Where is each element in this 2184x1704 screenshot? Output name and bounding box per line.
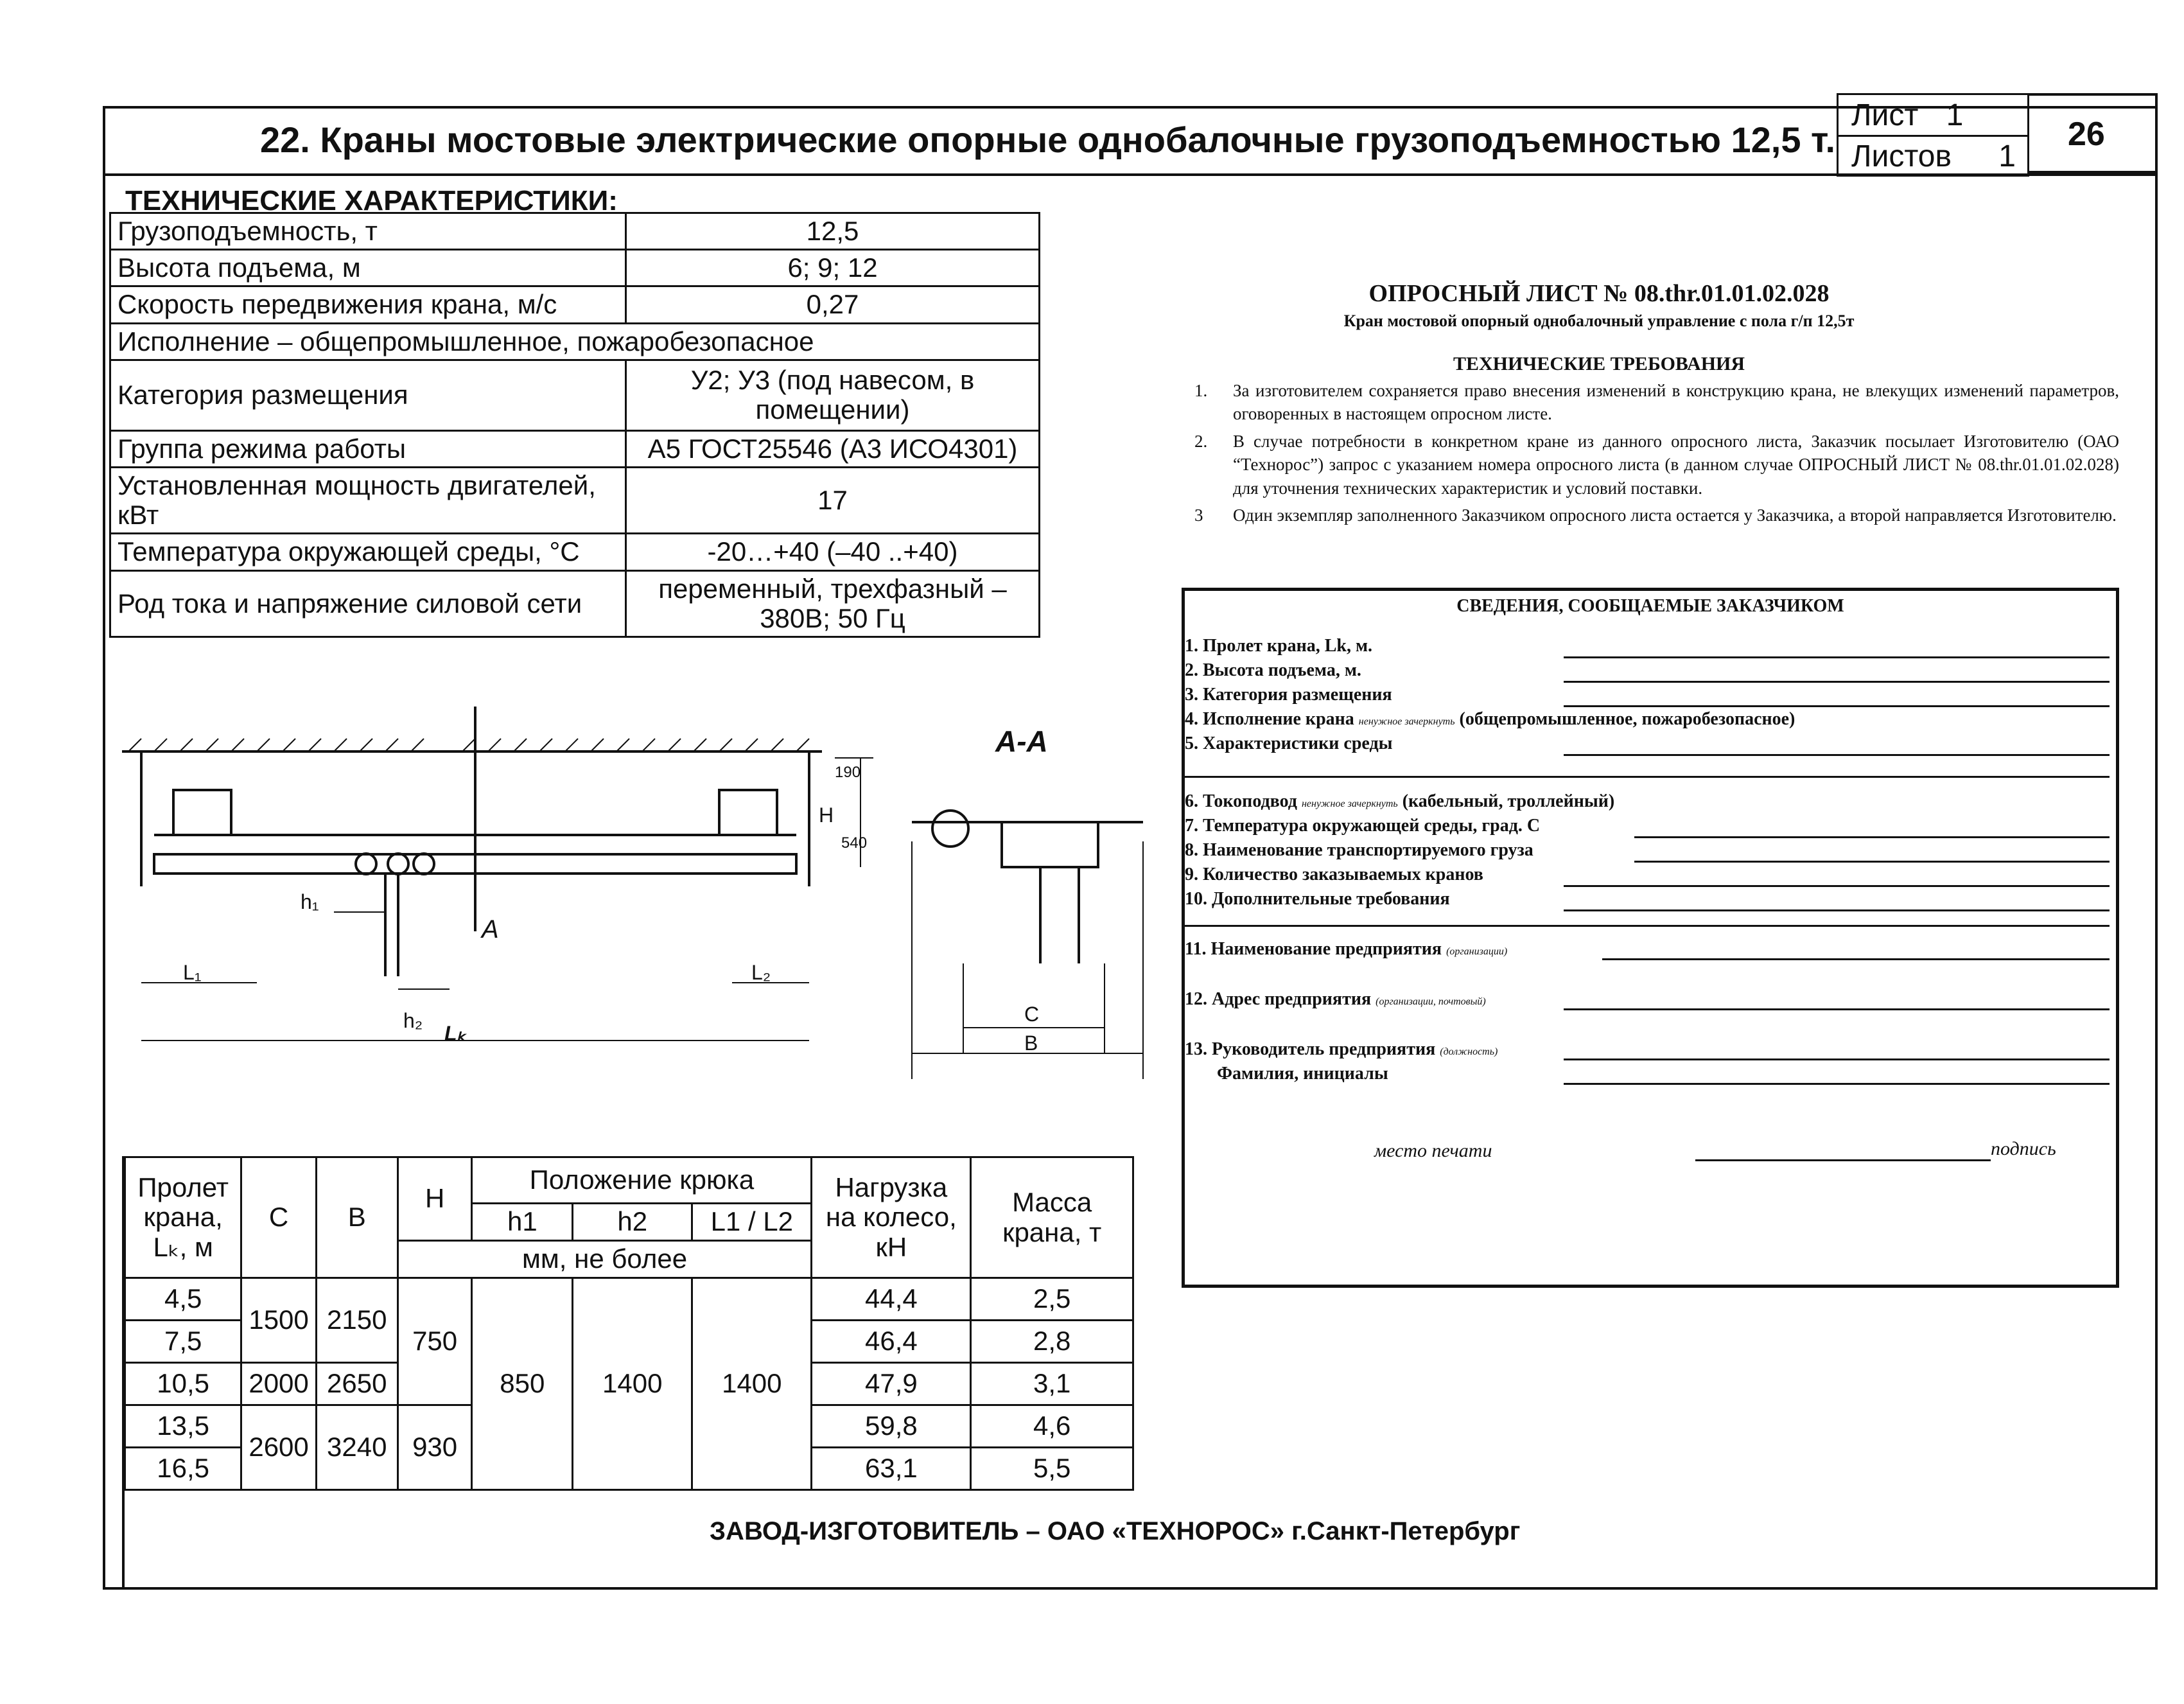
h-cell: 930 bbox=[397, 1405, 472, 1490]
specs-table bbox=[109, 212, 1040, 638]
hdr-load: Нагрузка на колесо, кН bbox=[812, 1157, 971, 1278]
specs-row bbox=[110, 430, 1040, 467]
h-cell: 750 bbox=[397, 1278, 472, 1405]
load-cell: 47,9 bbox=[812, 1363, 971, 1405]
fill-line[interactable] bbox=[1185, 776, 2110, 778]
dim-L1: L₁ bbox=[183, 961, 202, 984]
hdr-L1L2: L1 / L2 bbox=[692, 1204, 812, 1241]
specs-row bbox=[110, 250, 1040, 286]
spec-value: А5 ГОСТ25546 (А3 ИСО4301) bbox=[626, 430, 1040, 467]
signature-label: подпись bbox=[1991, 1138, 2056, 1159]
spec-value: 12,5 bbox=[626, 213, 1040, 250]
field-row: 7. Температура окружающей среды, град. С bbox=[1185, 816, 2110, 840]
questionnaire-subtitle: Кран мостовой опорный однобалочный управление с пола г/п 12,5т bbox=[1343, 312, 1855, 330]
page-number-box bbox=[2029, 93, 2158, 173]
fill-line[interactable] bbox=[1564, 681, 2110, 683]
customer-fields bbox=[1185, 636, 2110, 1088]
field-row: 13. Руководитель предприятия (должность) bbox=[1185, 1039, 2110, 1064]
hdr-C: C bbox=[241, 1157, 316, 1278]
fill-line[interactable] bbox=[1634, 836, 2110, 838]
hdr-span: Пролет крана, Lₖ, м bbox=[125, 1157, 241, 1278]
dim-L2: L₂ bbox=[751, 961, 771, 984]
section-label: А-А bbox=[995, 725, 1048, 758]
field-row: 11. Наименование предприятия (организации) bbox=[1185, 939, 2110, 989]
requirement-item: 1. За изготовителем сохраняется право внесения изменений в конструкцию крана, не влекущих изменений параметров, оговоренных в настоящем опросном листе. bbox=[1194, 381, 2119, 424]
specs-row bbox=[110, 323, 1040, 360]
field-row: 9. Количество заказываемых кранов bbox=[1185, 865, 2110, 889]
fill-line[interactable] bbox=[1564, 754, 2110, 756]
fill-line[interactable] bbox=[1564, 1008, 2110, 1010]
requirements-list bbox=[1194, 379, 2119, 527]
page-number: 26 bbox=[2068, 116, 2105, 153]
spec-value: переменный, трехфазный – 380В; 50 Гц bbox=[626, 570, 1040, 637]
hdr-h1: h1 bbox=[472, 1204, 573, 1241]
spec-label: Температура окружающей среды, °С bbox=[110, 534, 626, 570]
c-cell: 1500 bbox=[241, 1278, 316, 1363]
fill-line[interactable] bbox=[1564, 656, 2110, 658]
specs-row bbox=[110, 570, 1040, 637]
dim-h1: h₁ bbox=[301, 890, 319, 913]
field-row: 5. Характеристики среды bbox=[1185, 733, 2110, 758]
spec-label: Грузоподъемность, т bbox=[110, 213, 626, 250]
span-cell: 16,5 bbox=[125, 1448, 241, 1490]
field-row: 6. Токоподвод ненужное зачеркнуть (кабельный, троллейный) bbox=[1185, 791, 1615, 811]
specs-heading: ТЕХНИЧЕСКИЕ ХАРАКТЕРИСТИКИ: bbox=[125, 185, 618, 216]
spec-value: У2; У3 (под навесом, в помещении) bbox=[626, 360, 1040, 430]
requirement-item: 3 Один экземпляр заполненного Заказчиком опросного листа остается у Заказчика, а второй направляется Изготовителю. bbox=[1194, 505, 2117, 525]
hdr-hook: Положение крюка bbox=[472, 1157, 812, 1204]
mass-cell: 2,5 bbox=[971, 1278, 1133, 1321]
field-row: 3. Категория размещения bbox=[1185, 685, 2110, 709]
dim-190: 190 bbox=[835, 764, 861, 781]
specs-row bbox=[110, 467, 1040, 533]
b-cell: 2650 bbox=[316, 1363, 397, 1405]
dim-Lk: Lₖ bbox=[444, 1022, 466, 1045]
requirement-item: 2. В случае потребности в конкретном кране из данного опросного листа, Заказчик посылает Изготовителю (ОАО “Технорос”) запрос с указанием номера опросного листа (в данном случае ОПРОСНЫЙ ЛИСТ № 08.thr.01.01.02.028) для уточнения технических характеристик и условий поставки. bbox=[1194, 431, 2119, 498]
l1l2-cell: 1400 bbox=[692, 1278, 812, 1490]
c-cell: 2600 bbox=[241, 1405, 316, 1490]
dim-C: C bbox=[1024, 1003, 1040, 1026]
hdr-h2: h2 bbox=[573, 1204, 692, 1241]
hdr-units: мм, не более bbox=[397, 1241, 812, 1278]
span-cell: 13,5 bbox=[125, 1405, 241, 1448]
sheet-label: Лист bbox=[1851, 98, 1919, 132]
spec-value: 17 bbox=[626, 467, 1040, 533]
spec-label: Установленная мощность двигателей, кВт bbox=[110, 467, 626, 533]
spec-label: Категория размещения bbox=[110, 360, 626, 430]
spec-label: Род тока и напряжение силовой сети bbox=[110, 570, 626, 637]
load-cell: 44,4 bbox=[812, 1278, 971, 1321]
customer-info-heading: СВЕДЕНИЯ, СООБЩАЕМЫЕ ЗАКАЗЧИКОМ bbox=[1456, 596, 1844, 616]
field-row: 1. Пролет крана, Lk, м. bbox=[1185, 636, 2110, 660]
signature-line[interactable] bbox=[1695, 1159, 1991, 1161]
spec-label: Высота подъема, м bbox=[110, 250, 626, 286]
requirements-heading: ТЕХНИЧЕСКИЕ ТРЕБОВАНИЯ bbox=[1453, 353, 1745, 374]
span-cell: 10,5 bbox=[125, 1363, 241, 1405]
dim-H: H bbox=[819, 804, 834, 827]
questionnaire-title: ОПРОСНЫЙ ЛИСТ № 08.thr.01.01.02.028 bbox=[1368, 280, 1830, 307]
spec-value: 0,27 bbox=[626, 286, 1040, 323]
h2-cell: 1400 bbox=[573, 1278, 692, 1490]
field-row: 2. Высота подъема, м. bbox=[1185, 660, 2110, 685]
dimensions-table bbox=[124, 1156, 1134, 1491]
specs-row bbox=[110, 534, 1040, 570]
specs-row bbox=[110, 360, 1040, 430]
sheets-label: Листов bbox=[1851, 139, 1952, 173]
hdr-B: B bbox=[316, 1157, 397, 1278]
spec-value: -20…+40 (–40 ..+40) bbox=[626, 534, 1040, 570]
span-cell: 4,5 bbox=[125, 1278, 241, 1321]
spec-value: 6; 9; 12 bbox=[626, 250, 1040, 286]
load-cell: 63,1 bbox=[812, 1448, 971, 1490]
fill-line[interactable] bbox=[1602, 958, 2110, 960]
load-cell: 46,4 bbox=[812, 1321, 971, 1363]
mass-cell: 2,8 bbox=[971, 1321, 1133, 1363]
dim-540: 540 bbox=[841, 834, 868, 852]
field-row: Фамилия, инициалы bbox=[1185, 1064, 2110, 1088]
field-row: 4. Исполнение крана ненужное зачеркнуть (общепромышленное, пожаробезопасное) bbox=[1185, 709, 1795, 729]
fill-line[interactable] bbox=[1564, 909, 2110, 911]
hdr-mass: Масса крана, т bbox=[971, 1157, 1133, 1278]
spec-label: Скорость передвижения крана, м/с bbox=[110, 286, 626, 323]
b-cell: 2150 bbox=[316, 1278, 397, 1363]
page-title: 22. Краны мостовые электрические опорные однобалочные грузоподъемностью 12,5 т. bbox=[260, 119, 1836, 160]
sheet-value: 1 bbox=[1946, 98, 1964, 132]
hdr-H: H bbox=[397, 1157, 472, 1241]
stamp-label: место печати bbox=[1374, 1140, 1492, 1161]
dim-B: B bbox=[1024, 1032, 1038, 1055]
field-row: 10. Дополнительные требования bbox=[1185, 889, 2110, 913]
specs-row bbox=[110, 286, 1040, 323]
crane-drawing bbox=[116, 694, 1156, 1079]
fill-line[interactable] bbox=[1634, 861, 2110, 863]
field-row: 8. Наименование транспортируемого груза bbox=[1185, 840, 2110, 865]
fill-line[interactable] bbox=[1185, 925, 2110, 927]
sheets-value: 1 bbox=[1998, 139, 2016, 173]
mass-cell: 5,5 bbox=[971, 1448, 1133, 1490]
dim-h2: h₂ bbox=[403, 1009, 423, 1032]
cut-label: А bbox=[482, 915, 499, 944]
mass-cell: 4,6 bbox=[971, 1405, 1133, 1448]
field-row: 12. Адрес предприятия (организации, почтовый) bbox=[1185, 989, 2110, 1039]
span-cell: 7,5 bbox=[125, 1321, 241, 1363]
mass-cell: 3,1 bbox=[971, 1363, 1133, 1405]
specs-row bbox=[110, 213, 1040, 250]
b-cell: 3240 bbox=[316, 1405, 397, 1490]
h1-cell: 850 bbox=[472, 1278, 573, 1490]
spec-label: Группа режима работы bbox=[110, 430, 626, 467]
fill-line[interactable] bbox=[1564, 705, 2110, 707]
fill-line[interactable] bbox=[1564, 885, 2110, 887]
fill-line[interactable] bbox=[1564, 1083, 2110, 1085]
spec-label: Исполнение – общепромышленное, пожаробезопасное bbox=[110, 323, 1040, 360]
c-cell: 2000 bbox=[241, 1363, 316, 1405]
load-cell: 59,8 bbox=[812, 1405, 971, 1448]
sheet-box bbox=[1837, 93, 2029, 177]
manufacturer-footer: ЗАВОД-ИЗГОТОВИТЕЛЬ – ОАО «ТЕХНОРОС» г.Санкт-Петербург bbox=[710, 1517, 1521, 1545]
fill-line[interactable] bbox=[1564, 1058, 2110, 1060]
